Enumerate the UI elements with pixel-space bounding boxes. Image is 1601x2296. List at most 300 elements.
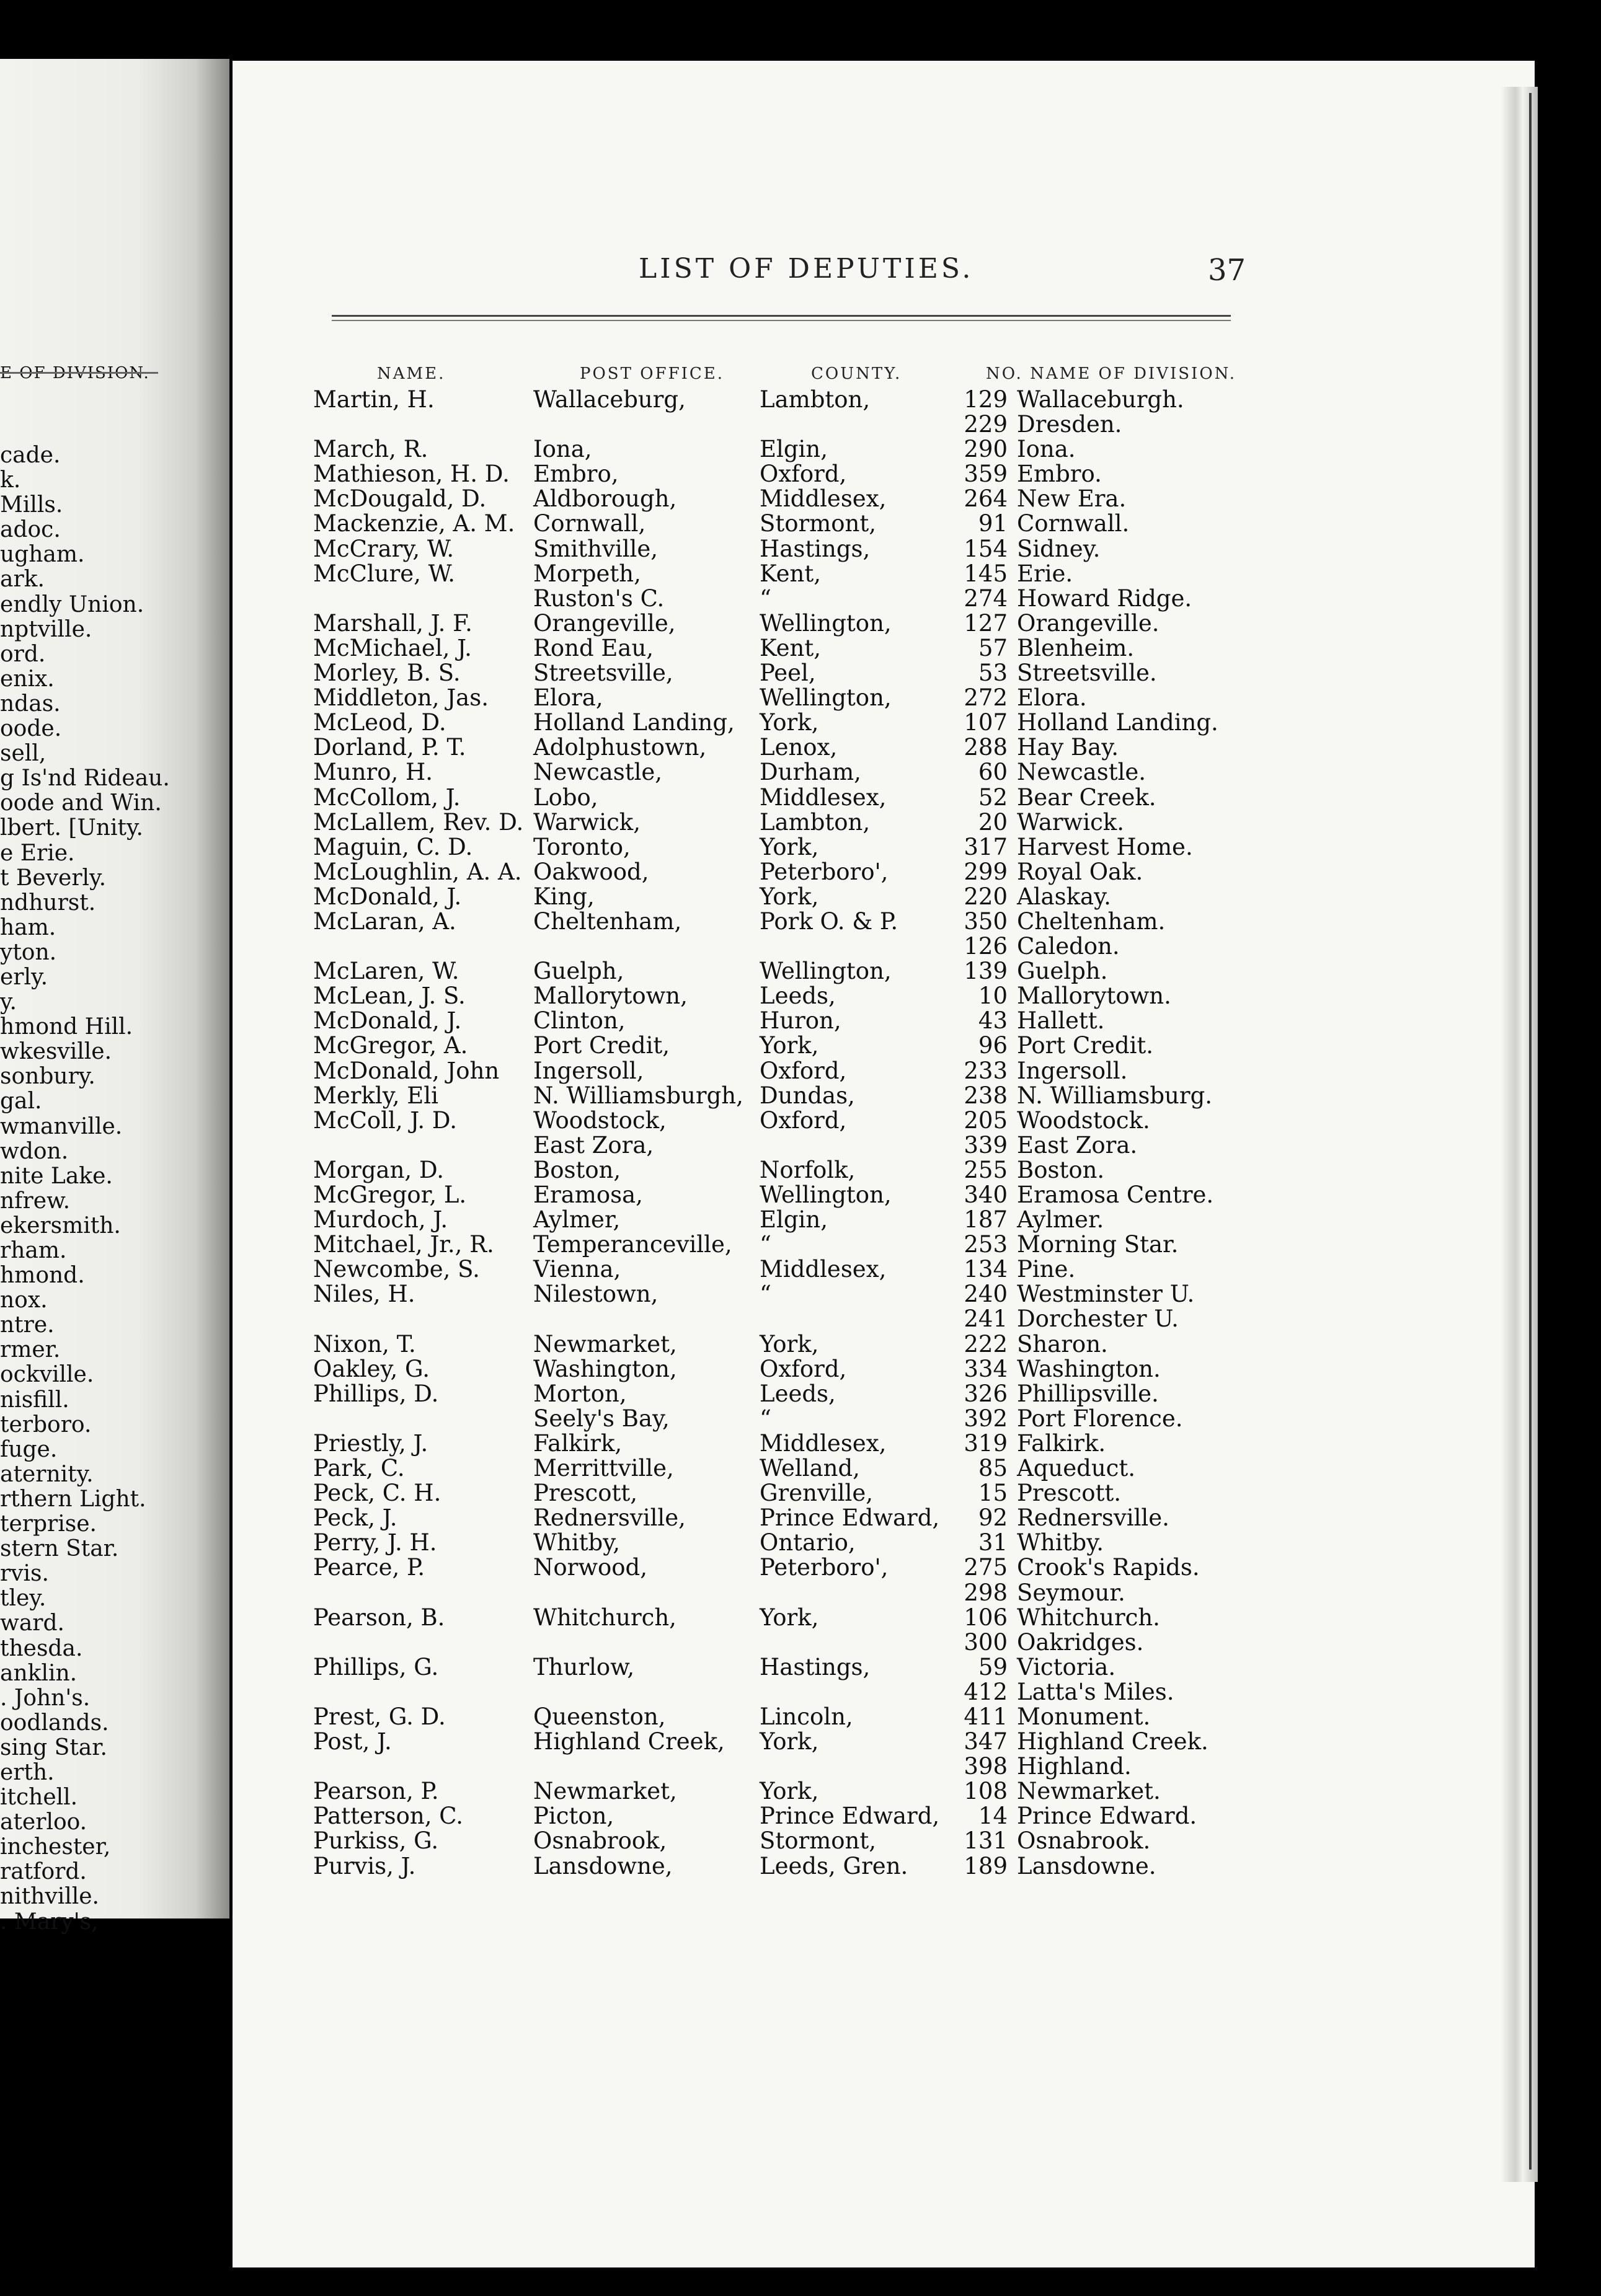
county: Kent, — [760, 560, 822, 587]
division-number: 131 — [964, 1827, 1008, 1855]
post-office: Woodstock, — [533, 1106, 667, 1134]
post-office: Prescott, — [533, 1480, 637, 1507]
division-number: 392 — [964, 1405, 1008, 1432]
table-row — [0, 412, 1601, 437]
column-header-no-division: NO. NAME OF DIVISION. — [986, 364, 1236, 383]
division-number: 253 — [964, 1231, 1008, 1258]
deputy-name: McDonald, J. — [313, 883, 462, 910]
deputy-name: Peck, J. — [313, 1504, 397, 1532]
division-name: Prince Edward. — [1017, 1803, 1197, 1830]
facing-page-entry: gal. — [0, 1088, 42, 1115]
division-number: 57 — [978, 634, 1008, 661]
deputy-name: Mathieson, H. D. — [313, 461, 510, 488]
division-name: Erie. — [1017, 560, 1073, 587]
facing-page-entry: e Erie. — [0, 840, 75, 866]
division-name: Woodstock. — [1017, 1106, 1150, 1134]
county: York, — [760, 833, 819, 860]
division-name: Alaskay. — [1017, 883, 1111, 910]
facing-page-entry: ward. — [0, 1610, 64, 1636]
division-name: Prescott. — [1017, 1480, 1121, 1507]
table-row — [0, 1705, 1601, 1729]
table-row — [0, 1581, 1601, 1605]
division-name: Blenheim. — [1017, 634, 1135, 661]
division-number: 298 — [964, 1579, 1008, 1606]
table-row — [0, 1282, 1601, 1307]
division-number: 412 — [964, 1678, 1008, 1705]
division-number: 350 — [964, 907, 1008, 935]
post-office: Mallorytown, — [533, 982, 688, 1010]
county: York, — [760, 1728, 819, 1755]
facing-page-entry: y. — [0, 989, 17, 1015]
facing-page-entry: ndas. — [0, 691, 61, 717]
county: York, — [760, 1330, 819, 1358]
deputy-name: Pearson, B. — [313, 1604, 445, 1631]
county: Peterboro', — [760, 1554, 889, 1581]
facing-page-entry: ark. — [0, 567, 45, 593]
county: York, — [760, 883, 819, 910]
county: Hastings, — [760, 535, 871, 562]
table-row — [0, 860, 1601, 885]
county: Oxford, — [760, 1106, 847, 1134]
facing-page-entry: sing Star. — [0, 1734, 107, 1760]
deputy-name: McDougald, D. — [313, 485, 487, 513]
table-row — [0, 1382, 1601, 1406]
table-row — [0, 537, 1601, 562]
deputy-name: Purvis, J. — [313, 1852, 416, 1879]
county: Middlesex, — [760, 485, 887, 513]
county: Norfolk, — [760, 1156, 856, 1183]
deputy-name: McColl, J. D. — [313, 1106, 457, 1134]
header-rule — [332, 315, 1231, 317]
post-office: Lansdowne, — [533, 1852, 673, 1879]
division-name: Guelph. — [1017, 958, 1108, 985]
post-office: Rednersville, — [533, 1504, 686, 1532]
table-row — [0, 1232, 1601, 1257]
deputy-name: Priestly, J. — [313, 1429, 428, 1457]
county: Lambton, — [760, 808, 871, 836]
county: Wellington, — [760, 1181, 892, 1208]
deputy-name: Patterson, C. — [313, 1803, 463, 1830]
deputy-name: Middleton, Jas. — [313, 684, 489, 712]
facing-page-entry: inchester, — [0, 1834, 111, 1860]
division-number: 145 — [964, 560, 1008, 587]
facing-page-entry: rmer. — [0, 1337, 61, 1363]
table-row — [0, 1307, 1601, 1331]
post-office: Seely's Bay, — [533, 1405, 670, 1432]
county: Kent, — [760, 634, 822, 661]
facing-page-entry: cade. — [0, 443, 61, 468]
division-name: Crook's Rapids. — [1017, 1554, 1200, 1581]
division-number: 107 — [964, 709, 1008, 736]
division-number: 241 — [964, 1305, 1008, 1333]
division-number: 59 — [978, 1653, 1008, 1680]
division-number: 15 — [978, 1480, 1008, 1507]
county: “ — [760, 1405, 771, 1432]
county: Welland, — [760, 1455, 860, 1482]
division-name: Whitby. — [1017, 1529, 1104, 1556]
deputy-name: Maguin, C. D. — [313, 833, 473, 860]
division-number: 317 — [964, 833, 1008, 860]
table-row — [0, 1158, 1601, 1183]
deputy-name: March, R. — [313, 436, 428, 463]
division-name: Cornwall. — [1017, 510, 1130, 537]
facing-page-entry: ord. — [0, 641, 46, 667]
division-name: Aylmer. — [1017, 1206, 1104, 1234]
division-name: Port Credit. — [1017, 1032, 1154, 1059]
table-row — [0, 760, 1601, 785]
table-row — [0, 1804, 1601, 1829]
deputy-name: Purkiss, G. — [313, 1827, 439, 1855]
county: Pork O. & P. — [760, 907, 898, 935]
deputy-name: Mackenzie, A. M. — [313, 510, 515, 537]
post-office: Morton, — [533, 1380, 627, 1407]
post-office: Port Credit, — [533, 1032, 670, 1059]
table-row — [0, 785, 1601, 810]
county: “ — [760, 585, 771, 612]
division-number: 96 — [978, 1032, 1008, 1059]
facing-page-entry: anklin. — [0, 1660, 78, 1686]
post-office: King, — [533, 883, 595, 910]
division-number: 264 — [964, 485, 1008, 513]
facing-page-entry: lbert. [Unity. — [0, 815, 143, 841]
facing-page-entry: terprise. — [0, 1511, 97, 1537]
deputy-name: Prest, G. D. — [313, 1703, 446, 1730]
deputy-name: Morley, B. S. — [313, 660, 461, 687]
division-number: 359 — [964, 461, 1008, 488]
division-name: Sharon. — [1017, 1330, 1108, 1358]
post-office: Wallaceburg, — [533, 386, 686, 413]
county: Peel, — [760, 660, 816, 687]
deputies-list — [0, 387, 1601, 1879]
deputy-name: Phillips, G. — [313, 1653, 439, 1680]
division-name: N. Williamsburg. — [1017, 1082, 1213, 1109]
county: Durham, — [760, 759, 861, 786]
division-number: 238 — [964, 1082, 1008, 1109]
division-number: 220 — [964, 883, 1008, 910]
division-name: Falkirk. — [1017, 1429, 1106, 1457]
facing-page-entry: fuge. — [0, 1436, 58, 1462]
division-name: Ingersoll. — [1017, 1057, 1128, 1084]
deputy-name: Niles, H. — [313, 1281, 415, 1308]
county: Peterboro', — [760, 858, 889, 885]
deputy-name: Park, C. — [313, 1455, 405, 1482]
deputy-name: Morgan, D. — [313, 1156, 445, 1183]
post-office: Whitby, — [533, 1529, 620, 1556]
post-office: Washington, — [533, 1355, 677, 1382]
division-name: Eramosa Centre. — [1017, 1181, 1214, 1208]
table-row — [0, 1183, 1601, 1208]
table-row — [0, 511, 1601, 536]
division-number: 288 — [964, 734, 1008, 761]
post-office: N. Williamsburgh, — [533, 1082, 743, 1109]
post-office: Aylmer, — [533, 1206, 621, 1234]
division-name: Bear Creek. — [1017, 784, 1156, 811]
division-number: 52 — [978, 784, 1008, 811]
facing-page-entry: Mills. — [0, 492, 63, 518]
facing-page-entry: . Mary's, — [0, 1909, 99, 1935]
post-office: Ruston's C. — [533, 585, 665, 612]
deputy-name: Munro, H. — [313, 759, 433, 786]
post-office: Ingersoll, — [533, 1057, 644, 1084]
table-row — [0, 1680, 1601, 1705]
deputy-name: McLaran, A. — [313, 907, 456, 935]
post-office: Osnabrook, — [533, 1827, 667, 1855]
division-name: Embro. — [1017, 461, 1102, 488]
division-name: Whitchurch. — [1017, 1604, 1160, 1631]
division-name: New Era. — [1017, 485, 1127, 513]
division-name: Sidney. — [1017, 535, 1101, 562]
division-name: Port Florence. — [1017, 1405, 1183, 1432]
facing-page-entry: ugham. — [0, 542, 85, 568]
table-row — [0, 1208, 1601, 1232]
division-name: Caledon. — [1017, 933, 1120, 960]
table-row — [0, 1655, 1601, 1680]
table-row — [0, 686, 1601, 710]
division-number: 347 — [964, 1728, 1008, 1755]
facing-page-entry: rthern Light. — [0, 1486, 146, 1512]
division-number: 205 — [964, 1106, 1008, 1134]
post-office: Clinton, — [533, 1007, 626, 1035]
post-office: Norwood, — [533, 1554, 648, 1581]
division-name: East Zora. — [1017, 1131, 1138, 1159]
division-name: Aqueduct. — [1017, 1455, 1135, 1482]
deputy-name: Newcombe, S. — [313, 1256, 480, 1283]
facing-page-entry: t Beverly. — [0, 865, 107, 891]
table-row — [0, 1456, 1601, 1481]
county: Stormont, — [760, 1827, 876, 1855]
table-row — [0, 661, 1601, 686]
post-office: Newmarket, — [533, 1778, 677, 1805]
facing-page-entry: nithville. — [0, 1884, 99, 1910]
post-office: Streetsville, — [533, 660, 673, 687]
facing-page-entry: nptville. — [0, 616, 92, 642]
facing-page-entry: wdon. — [0, 1138, 69, 1164]
table-row — [0, 810, 1601, 835]
division-name: Westminster U. — [1017, 1281, 1195, 1308]
post-office: Cornwall, — [533, 510, 646, 537]
deputy-name: Phillips, D. — [313, 1380, 439, 1407]
division-number: 189 — [964, 1852, 1008, 1879]
table-row — [0, 1729, 1601, 1754]
facing-page-entry: endly Union. — [0, 591, 144, 617]
post-office: Highland Creek, — [533, 1728, 725, 1755]
county: “ — [760, 1281, 771, 1308]
county: Middlesex, — [760, 784, 887, 811]
division-number: 187 — [964, 1206, 1008, 1234]
division-number: 299 — [964, 858, 1008, 885]
table-row — [0, 1406, 1601, 1431]
division-number: 255 — [964, 1156, 1008, 1183]
table-row — [0, 984, 1601, 1009]
county: Oxford, — [760, 461, 847, 488]
facing-page-entry: terboro. — [0, 1411, 92, 1437]
table-row — [0, 1829, 1601, 1853]
division-name: Highland Creek. — [1017, 1728, 1209, 1755]
column-header-name: NAME. — [377, 364, 446, 383]
county: Leeds, — [760, 982, 836, 1010]
facing-page-entry: hmond Hill. — [0, 1014, 133, 1040]
post-office: Holland Landing, — [533, 709, 735, 736]
facing-page-entry: hmond. — [0, 1263, 85, 1289]
post-office: Aldborough, — [533, 485, 677, 513]
table-row — [0, 387, 1601, 412]
deputy-name: Oakley, G. — [313, 1355, 430, 1382]
division-name: Phillipsville. — [1017, 1380, 1159, 1407]
division-number: 85 — [978, 1455, 1008, 1482]
table-row — [0, 735, 1601, 760]
division-name: Dorchester U. — [1017, 1305, 1179, 1333]
county: Stormont, — [760, 510, 876, 537]
post-office: Elora, — [533, 684, 603, 712]
division-name: Rednersville. — [1017, 1504, 1169, 1532]
post-office: Guelph, — [533, 958, 624, 985]
facing-page-entry: wkesville. — [0, 1039, 112, 1065]
division-name: Dresden. — [1017, 411, 1122, 438]
table-row — [0, 586, 1601, 611]
table-row — [0, 1033, 1601, 1058]
division-name: Latta's Miles. — [1017, 1678, 1174, 1705]
facing-page-entry: wmanville. — [0, 1113, 123, 1139]
table-row — [0, 437, 1601, 462]
division-name: Pine. — [1017, 1256, 1076, 1283]
table-row — [0, 1854, 1601, 1879]
table-row — [0, 1332, 1601, 1357]
facing-page-entry: ndhurst. — [0, 890, 96, 916]
division-name: Harvest Home. — [1017, 833, 1193, 860]
deputy-name: McLaren, W. — [313, 958, 459, 985]
table-row — [0, 1779, 1601, 1804]
division-number: 108 — [964, 1778, 1008, 1805]
county: Leeds, — [760, 1380, 836, 1407]
facing-page-entry: erly. — [0, 964, 48, 990]
division-name: Wallaceburgh. — [1017, 386, 1184, 413]
county: Middlesex, — [760, 1256, 887, 1283]
table-row — [0, 1431, 1601, 1456]
facing-page-entry: nite Lake. — [0, 1163, 113, 1189]
division-name: Morning Star. — [1017, 1231, 1179, 1258]
division-number: 14 — [978, 1803, 1008, 1830]
division-name: Cheltenham. — [1017, 907, 1166, 935]
deputy-name: Murdoch, J. — [313, 1206, 448, 1234]
facing-page-entry: nfrew. — [0, 1188, 71, 1214]
post-office: Orangeville, — [533, 609, 676, 637]
facing-page-entry: ekersmith. — [0, 1212, 121, 1239]
division-number: 60 — [978, 759, 1008, 786]
division-name: Highland. — [1017, 1753, 1132, 1780]
table-row — [0, 1059, 1601, 1084]
post-office: Picton, — [533, 1803, 614, 1830]
facing-page-entry: . John's. — [0, 1685, 91, 1711]
division-number: 222 — [964, 1330, 1008, 1358]
table-row — [0, 462, 1601, 487]
table-row — [0, 1009, 1601, 1033]
division-number: 20 — [978, 808, 1008, 836]
division-number: 91 — [978, 510, 1008, 537]
facing-page-entry: enix. — [0, 666, 55, 692]
table-row — [0, 562, 1601, 586]
deputy-name: McLeod, D. — [313, 709, 446, 736]
facing-page-entry: ntre. — [0, 1312, 55, 1338]
division-number: 272 — [964, 684, 1008, 712]
facing-page-entry: rham. — [0, 1238, 67, 1263]
column-header-county: COUNTY. — [811, 364, 902, 383]
facing-page-entry: ockville. — [0, 1362, 94, 1388]
deputy-name: Dorland, P. T. — [313, 734, 466, 761]
post-office: Boston, — [533, 1156, 621, 1183]
deputy-name: Pearce, P. — [313, 1554, 425, 1581]
division-name: Howard Ridge. — [1017, 585, 1192, 612]
post-office: East Zora, — [533, 1131, 654, 1159]
county: Lincoln, — [760, 1703, 853, 1730]
post-office: Queenston, — [533, 1703, 666, 1730]
facing-page-entry: erth. — [0, 1759, 55, 1785]
table-row — [0, 1530, 1601, 1555]
post-office: Cheltenham, — [533, 907, 682, 935]
deputy-name: McGregor, A. — [313, 1032, 468, 1059]
table-row — [0, 1630, 1601, 1655]
table-row — [0, 909, 1601, 934]
county: Prince Edward, — [760, 1504, 940, 1532]
division-name: Newcastle. — [1017, 759, 1146, 786]
division-number: 129 — [964, 386, 1008, 413]
table-row — [0, 885, 1601, 909]
deputy-name: McClure, W. — [313, 560, 456, 587]
division-number: 326 — [964, 1380, 1008, 1407]
county: Middlesex, — [760, 1429, 887, 1457]
division-name: Lansdowne. — [1017, 1852, 1156, 1879]
county: Lenox, — [760, 734, 838, 761]
division-number: 31 — [978, 1529, 1008, 1556]
division-number: 300 — [964, 1628, 1008, 1656]
division-name: Holland Landing. — [1017, 709, 1218, 736]
table-row — [0, 934, 1601, 959]
county: Hastings, — [760, 1653, 871, 1680]
division-name: Iona. — [1017, 436, 1076, 463]
county: Ontario, — [760, 1529, 856, 1556]
post-office: Morpeth, — [533, 560, 641, 587]
post-office: Temperanceville, — [533, 1231, 732, 1258]
post-office: Smithville, — [533, 535, 659, 562]
facing-page-entry: sonbury. — [0, 1064, 95, 1090]
facing-page-entry: adoc. — [0, 517, 61, 543]
county: Lambton, — [760, 386, 871, 413]
post-office: Thurlow, — [533, 1653, 635, 1680]
table-row — [0, 959, 1601, 984]
table-row — [0, 1133, 1601, 1158]
table-row — [0, 487, 1601, 511]
division-number: 398 — [964, 1753, 1008, 1780]
post-office: Merrittville, — [533, 1455, 674, 1482]
table-row — [0, 1108, 1601, 1133]
division-number: 139 — [964, 958, 1008, 985]
facing-page-entry: tley. — [0, 1586, 47, 1612]
column-header-post-office: POST OFFICE. — [580, 364, 725, 383]
header-rule-thin — [332, 320, 1231, 321]
division-number: 340 — [964, 1181, 1008, 1208]
division-number: 240 — [964, 1281, 1008, 1308]
post-office: Eramosa, — [533, 1181, 643, 1208]
county: Grenville, — [760, 1480, 874, 1507]
county: York, — [760, 1778, 819, 1805]
facing-page-entry: itchell. — [0, 1785, 78, 1811]
division-number: 275 — [964, 1554, 1008, 1581]
division-number: 134 — [964, 1256, 1008, 1283]
division-name: Warwick. — [1017, 808, 1124, 836]
facing-page-column-header: E OF DIVISION. — [0, 364, 150, 382]
facing-page-entry: ham. — [0, 914, 56, 940]
deputy-name: McDonald, J. — [313, 1007, 462, 1035]
table-row — [0, 710, 1601, 735]
